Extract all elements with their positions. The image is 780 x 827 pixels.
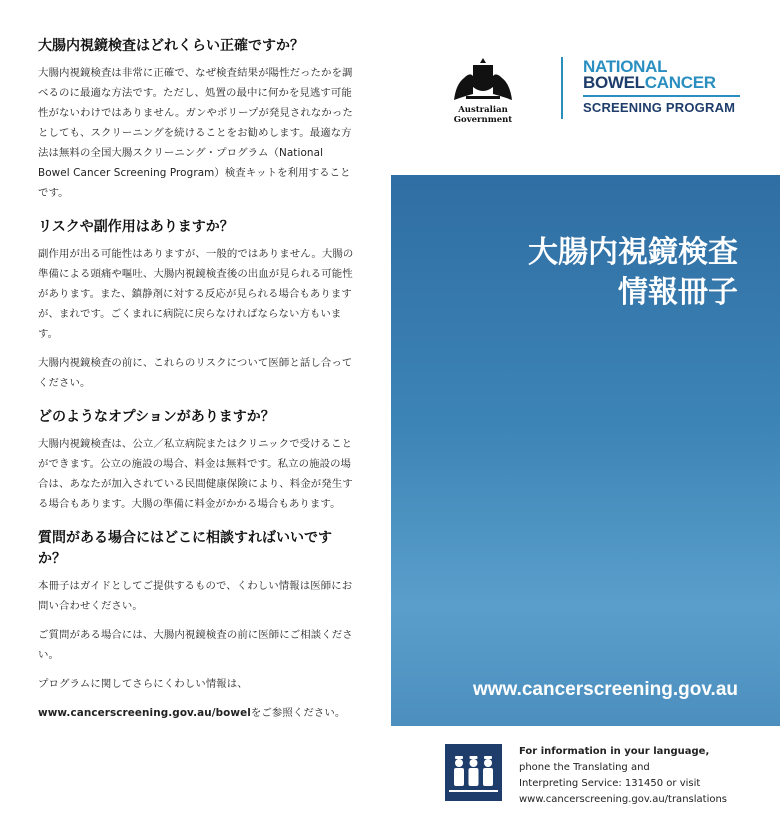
program-logo <box>583 59 753 115</box>
section-options <box>38 407 358 514</box>
section-questions <box>38 528 358 723</box>
program-logo-bowel: BOWEL <box>583 73 645 92</box>
cover-title-line1: 大腸内視鏡検査 <box>528 235 738 270</box>
section-paragraph: 大腸内視鏡検査は非常に正確で、なぜ検査結果が陽性だったかを調べるのに最適な方法です。ただし、処置の最中に何かを見逃す可能性がないわけではありません。ガンやポリープが発見されなかったとしても、スクリーニングを続けることをお勧めします。最適な方法は無料の全国大腸スクリーニング・プログラム（National Bowel Cancer Screening Program）検査キットを利用することです。 <box>38 67 353 199</box>
section-paragraph: プログラムに関してさらにくわしい情報は、 <box>38 678 248 690</box>
section-paragraph: 本冊子はガイドとしてご提供するもので、くわしい情報は医師にお問い合わせください。 <box>38 580 353 612</box>
cover-url[interactable]: www.cancerscreening.gov.au <box>472 679 738 700</box>
cover-title <box>528 233 738 313</box>
section-risks <box>38 217 358 393</box>
cover-panel <box>391 175 780 726</box>
program-logo-line1: NATIONAL <box>583 57 668 76</box>
section-accuracy <box>38 36 358 203</box>
section-heading: どのようなオプションがありますか？ <box>38 409 275 425</box>
program-logo-cancer: CANCER <box>644 73 716 92</box>
logo-divider <box>561 57 563 119</box>
australian-government-logo <box>428 56 538 125</box>
link-suffix: をご参照ください。 <box>250 707 346 719</box>
program-logo-line3: SCREENING PROGRAM <box>583 95 740 115</box>
government-name: Australian Government <box>453 105 513 125</box>
section-heading: 大腸内視鏡検査はどれくらい正確ですか？ <box>38 38 304 54</box>
interpreter-icon <box>445 744 502 801</box>
translation-link[interactable]: www.cancerscreening.gov.au/translations <box>519 794 728 805</box>
translation-line3: Interpreting Service: 131450 or visit <box>519 778 701 789</box>
program-logo-line2 <box>583 75 753 91</box>
left-column <box>38 36 358 737</box>
section-paragraph: ご質問がある場合には、大腸内視鏡検査の前に医師にご相談ください。 <box>38 629 353 661</box>
section-heading: 質問がある場合にはどこに相談すればいいですか？ <box>38 530 332 567</box>
section-paragraph: 大腸内視鏡検査の前に、これらのリスクについて医師と話し合ってください。 <box>38 357 353 389</box>
section-paragraph: 大腸内視鏡検査は、公立／私立病院またはクリニックで受けることができます。公立の施設の場合、料金は無料です。私立の施設の場合は、あなたが加入されている民間健康保険により、料金が発生する場合もあります。大腸の準備に料金がかかる場合もあります。 <box>38 438 353 510</box>
section-heading: リスクや副作用はありますか？ <box>38 219 234 235</box>
coat-of-arms-icon <box>448 56 518 102</box>
cover-title-line2: 情報冊子 <box>618 275 738 310</box>
bowel-link[interactable]: www.cancerscreening.gov.au/bowel <box>38 707 251 719</box>
section-paragraph: 副作用が出る可能性はありますが、一般的ではありません。大腸の準備による頭痛や嘔吐、大腸内視鏡検査後の出血が見られる可能性があります。また、鎮静剤に対する反応が見られる場合もありますが、まれです。ごくまれに病院に戻らなければならない方もいます。 <box>38 248 354 340</box>
translation-line2: phone the Translating and <box>519 762 650 773</box>
link-line <box>38 703 358 723</box>
translation-line1: For information in your language, <box>519 746 710 757</box>
translation-info <box>519 744 769 808</box>
